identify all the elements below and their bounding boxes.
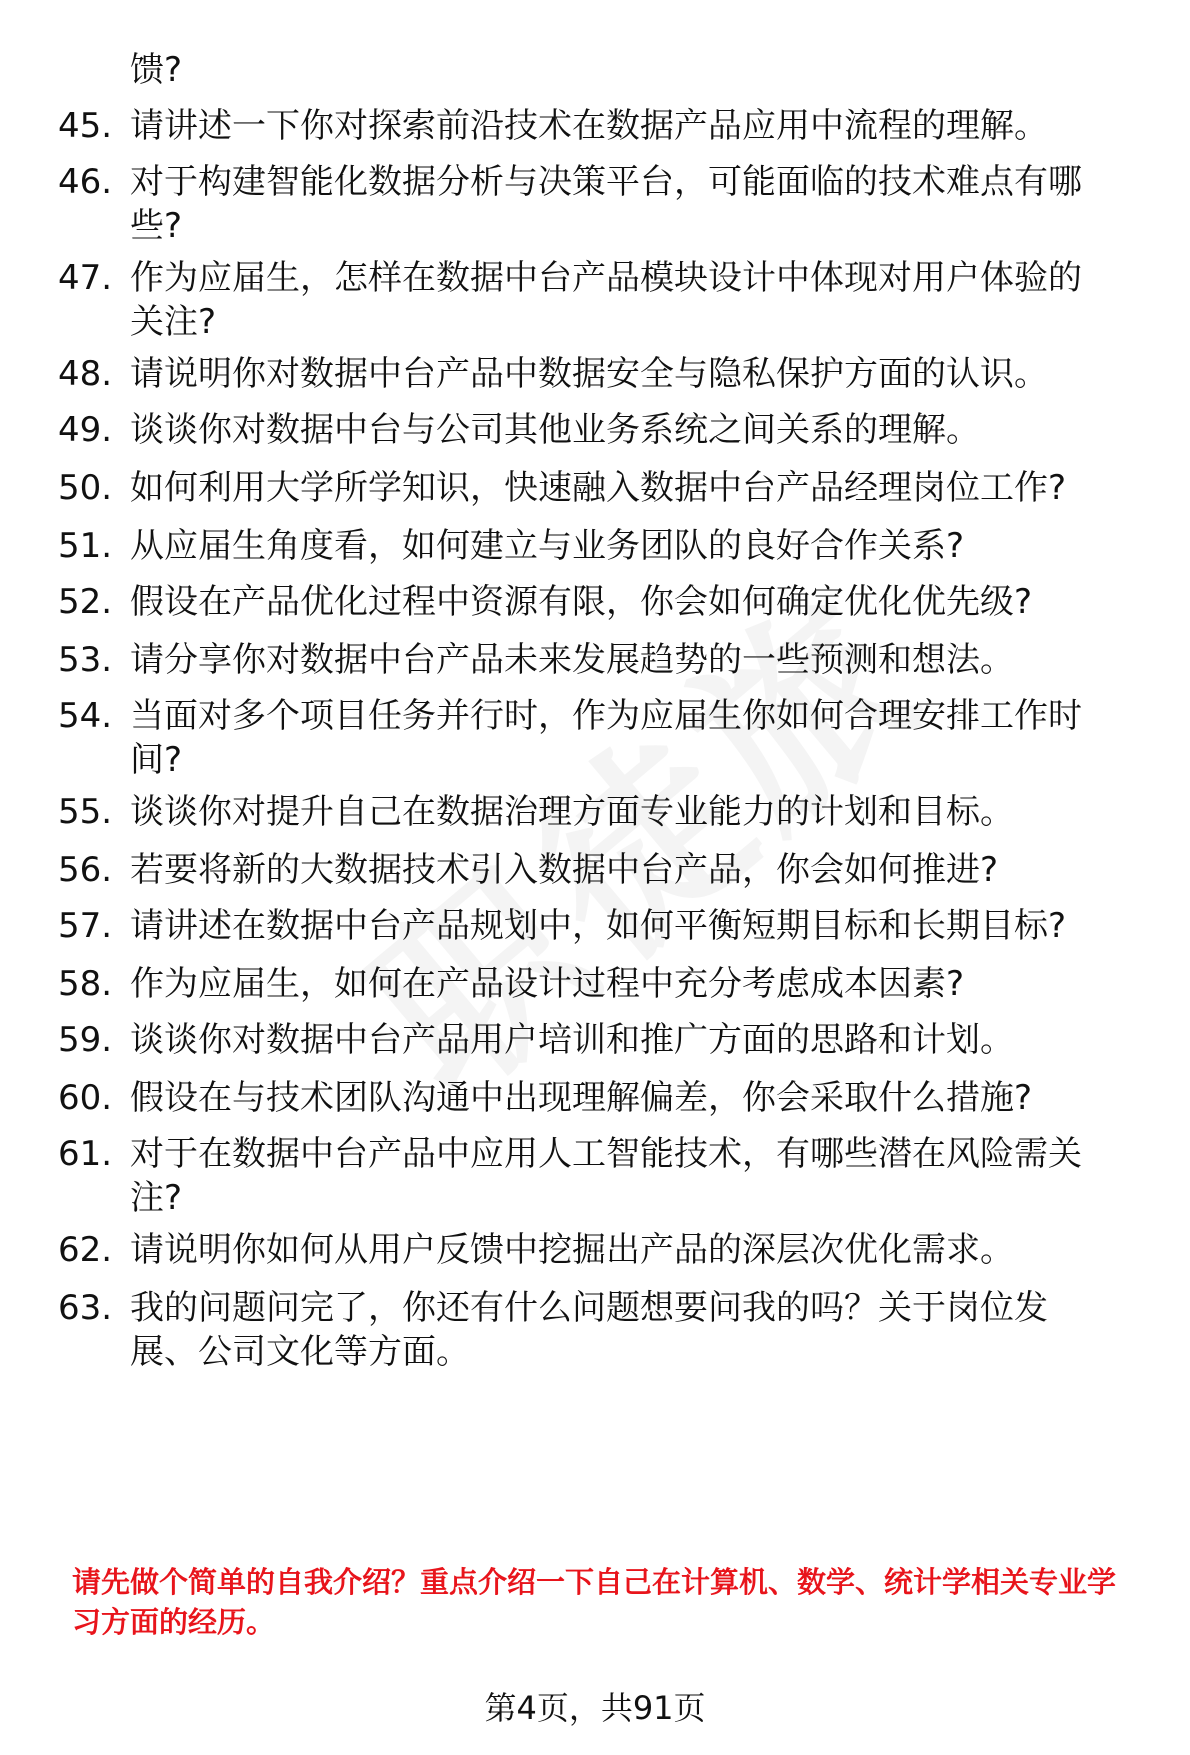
question-text-continued: 展、公司文化等方面。 bbox=[130, 1332, 470, 1372]
question-number: 53. bbox=[58, 640, 113, 680]
question-number: 51. bbox=[58, 526, 113, 566]
question-number: 45. bbox=[58, 106, 113, 146]
question-text: 从应届生角度看，如何建立与业务团队的良好合作关系? bbox=[130, 526, 965, 566]
question-number: 58. bbox=[58, 964, 113, 1004]
question-number: 46. bbox=[58, 162, 113, 202]
question-number: 52. bbox=[58, 582, 113, 622]
question-text: 如何利用大学所学知识，快速融入数据中台产品经理岗位工作? bbox=[130, 468, 1067, 508]
question-text: 若要将新的大数据技术引入数据中台产品，你会如何推进? bbox=[130, 850, 999, 890]
question-number: 54. bbox=[58, 696, 113, 736]
question-text: 请说明你对数据中台产品中数据安全与隐私保护方面的认识。 bbox=[130, 354, 1048, 394]
question-number: 59. bbox=[58, 1020, 113, 1060]
question-text-continued: 间? bbox=[130, 740, 183, 780]
question-text: 谈谈你对数据中台与公司其他业务系统之间关系的理解。 bbox=[130, 410, 980, 450]
question-text: 谈谈你对数据中台产品用户培训和推广方面的思路和计划。 bbox=[130, 1020, 1014, 1060]
question-number: 50. bbox=[58, 468, 113, 508]
continuation-text: 馈? bbox=[130, 50, 183, 90]
question-text: 假设在与技术团队沟通中出现理解偏差，你会采取什么措施? bbox=[130, 1078, 1033, 1118]
question-text: 请说明你如何从用户反馈中挖掘出产品的深层次优化需求。 bbox=[130, 1230, 1014, 1270]
question-text: 作为应届生，怎样在数据中台产品模块设计中体现对用户体验的 bbox=[130, 258, 1082, 298]
question-number: 60. bbox=[58, 1078, 113, 1118]
question-text: 请讲述一下你对探索前沿技术在数据产品应用中流程的理解。 bbox=[130, 106, 1048, 146]
question-number: 63. bbox=[58, 1288, 113, 1328]
page-number: 第4页，共91页 bbox=[484, 1689, 706, 1727]
question-text-continued: 注? bbox=[130, 1178, 183, 1218]
question-number: 62. bbox=[58, 1230, 113, 1270]
question-number: 61. bbox=[58, 1134, 113, 1174]
question-text: 作为应届生，如何在产品设计过程中充分考虑成本因素? bbox=[130, 964, 965, 1004]
question-number: 56. bbox=[58, 850, 113, 890]
question-number: 48. bbox=[58, 354, 113, 394]
highlight-line: 习方面的经历。 bbox=[72, 1605, 276, 1639]
question-number: 57. bbox=[58, 906, 113, 946]
question-text: 请分享你对数据中台产品未来发展趋势的一些预测和想法。 bbox=[130, 640, 1014, 680]
highlight-line: 请先做个简单的自我介绍？重点介绍一下自己在计算机、数学、统计学相关专业学 bbox=[72, 1565, 1117, 1599]
highlight-question bbox=[72, 1562, 1152, 1642]
question-text: 对于构建智能化数据分析与决策平台，可能面临的技术难点有哪 bbox=[130, 162, 1082, 202]
question-text: 我的问题问完了，你还有什么问题想要问我的吗？关于岗位发 bbox=[130, 1288, 1048, 1328]
question-text: 对于在数据中台产品中应用人工智能技术，有哪些潜在风险需关 bbox=[130, 1134, 1082, 1174]
question-text: 请讲述在数据中台产品规划中，如何平衡短期目标和长期目标? bbox=[130, 906, 1067, 946]
question-text: 假设在产品优化过程中资源有限，你会如何确定优化优先级? bbox=[130, 582, 1033, 622]
question-number: 55. bbox=[58, 792, 113, 832]
question-text-continued: 些? bbox=[130, 206, 183, 246]
question-number: 49. bbox=[58, 410, 113, 450]
question-text: 当面对多个项目任务并行时，作为应届生你如何合理安排工作时 bbox=[130, 696, 1082, 736]
question-text: 谈谈你对提升自己在数据治理方面专业能力的计划和目标。 bbox=[130, 792, 1014, 832]
question-text-continued: 关注? bbox=[130, 302, 217, 342]
question-number: 47. bbox=[58, 258, 113, 298]
